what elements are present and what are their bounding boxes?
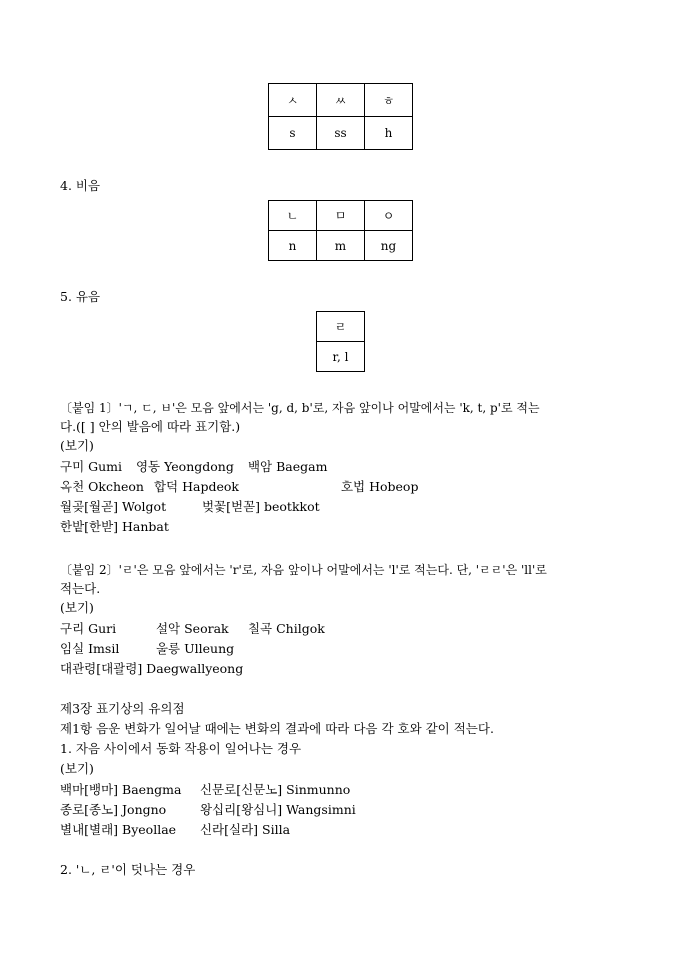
table-cell: ㅆ (317, 84, 365, 117)
table-row (269, 201, 413, 231)
table-cell: s (269, 117, 317, 150)
example-item: 백마[뱅마] Baengma (60, 782, 182, 797)
table-row (269, 117, 413, 150)
table-cell: ㅎ (365, 84, 413, 117)
example-item: 옥천 Okcheon (60, 479, 144, 494)
example-item: 한밭[한받] Hanbat (60, 519, 169, 534)
example-item: 왕십리[왕심니] Wangsimni (199, 802, 356, 817)
example-item: 백암 Baegam (247, 459, 328, 474)
example-item: 울릉 Ulleung (155, 641, 235, 656)
example-item: 칠곡 Chilgok (247, 621, 325, 636)
note2-line2: 적는다. (60, 581, 101, 596)
table-cell: r, l (317, 342, 365, 372)
note1-example-label: (보기) (60, 438, 94, 453)
example-item: 벚꽃[벋꼳] beotkkot (201, 499, 320, 514)
chapter3-clause1: 제1항 음운 변화가 일어날 때에는 변화의 결과에 따라 다음 각 호와 같이 적는다. (60, 721, 494, 736)
chapter3-item1: 1. 자음 사이에서 동화 작용이 일어나는 경우 (60, 741, 302, 756)
note1-line1: 〔붙임 1〕'ㄱ, ㄷ, ㅂ'은 모음 앞에서는 'g, d, b'로, 자음 앞이나 어말에서는 'k, t, p'로 적는 (60, 401, 540, 415)
note1-example-row4 (60, 519, 169, 535)
example-item: 설악 Seorak (155, 621, 229, 636)
table-cell: ss (317, 117, 365, 150)
note2-example-label: (보기) (60, 600, 94, 615)
note1-line2: 다.([ ] 안의 발음에 따라 표기함.) (60, 419, 241, 434)
chapter3-example-row3 (60, 822, 290, 838)
table-cell: ㅅ (269, 84, 317, 117)
chapter3-title: 제3장 표기상의 유의점 (60, 701, 185, 716)
table-cell: ㄹ (317, 312, 365, 342)
example-item: 신문로[신문노] Sinmunno (199, 782, 351, 797)
example-item: 신라[실라] Silla (199, 822, 291, 837)
example-item: 합덕 Hapdeok (153, 479, 239, 494)
example-item: 대관령[대괄령] Daegwallyeong (60, 661, 244, 676)
table-cell: h (365, 117, 413, 150)
chapter3-example-row1 (60, 782, 350, 798)
table-cell: ng (365, 231, 413, 261)
example-item: 호법 Hobeop (340, 479, 419, 494)
table-row (269, 231, 413, 261)
example-item: 임실 Imsil (60, 641, 120, 656)
note1-example-row3 (60, 499, 320, 515)
note2-example-row3 (60, 661, 243, 677)
liquid-table (316, 311, 365, 372)
fricatives-table (268, 83, 413, 150)
chapter3-example-row2 (60, 802, 356, 818)
example-item: 영동 Yeongdong (135, 459, 234, 474)
section-4-title: 4. 비음 (60, 178, 101, 193)
table-cell: m (317, 231, 365, 261)
note1-example-row2 (60, 479, 418, 495)
example-item: 별내[별래] Byeollae (60, 822, 177, 837)
table-cell: ㅁ (317, 201, 365, 231)
note2-example-row1 (60, 621, 325, 637)
note2-example-row2 (60, 641, 234, 657)
chapter3-item2: 2. 'ㄴ, ㄹ'이 덧나는 경우 (60, 862, 196, 877)
table-row (317, 342, 365, 372)
example-item: 월곶[월곧] Wolgot (60, 499, 167, 514)
note2-line1: 〔붙임 2〕'ㄹ'은 모음 앞에서는 'r'로, 자음 앞이나 어말에서는 'l'로 적는다. 단, 'ㄹㄹ'은 'll'로 (60, 563, 547, 577)
table-cell: ㄴ (269, 201, 317, 231)
section-5-title: 5. 유음 (60, 289, 101, 304)
table-row (269, 84, 413, 117)
example-item: 종로[종노] Jongno (60, 802, 167, 817)
note1-example-row1 (60, 459, 327, 475)
table-row (317, 312, 365, 342)
table-cell: ㅇ (365, 201, 413, 231)
nasals-table (268, 200, 413, 261)
chapter3-example-label: (보기) (60, 761, 94, 776)
table-cell: n (269, 231, 317, 261)
example-item: 구리 Guri (60, 621, 117, 636)
example-item: 구미 Gumi (60, 459, 123, 474)
